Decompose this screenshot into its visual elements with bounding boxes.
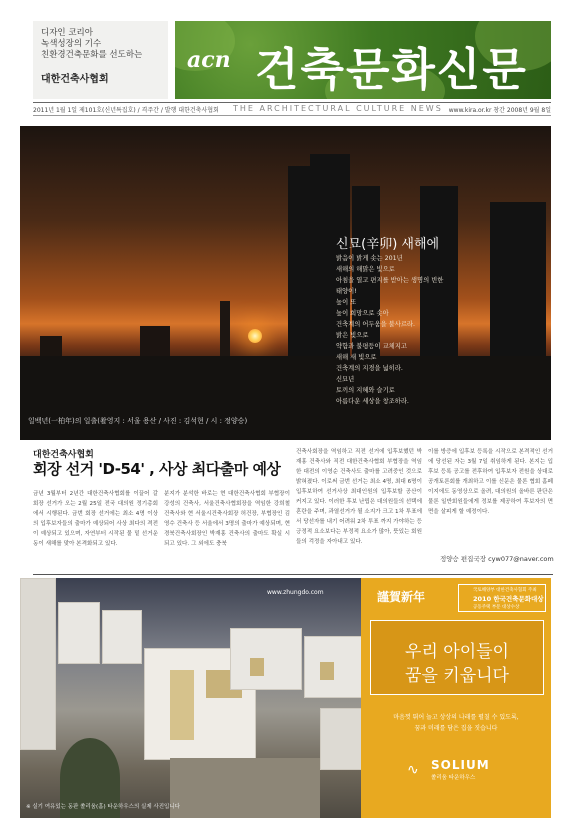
ad-headline: 꿈을 키웁니다 (405, 666, 509, 686)
poem-line: 아름다운 세상을 창조하라. (336, 398, 409, 405)
solium-logo (407, 758, 517, 784)
sun (248, 329, 262, 343)
brand-subtitle: 쏠리움 타운하우스 (431, 775, 476, 781)
tagline-line: 친환경건축문화를 선도하는 (41, 50, 143, 60)
poem-line: 높이 또 (336, 299, 357, 306)
divider (33, 574, 553, 575)
ad-subtext: 마음껏 뛰어 놀고 상상의 나래를 펼칠 수 있도록, (393, 714, 519, 721)
ad-text-panel (361, 578, 551, 818)
advertisement (20, 578, 551, 818)
photo-caption: 일백년(一柏年)의 일출(촬영지 : 서울 용산 / 사진 : 김석현 / 시 : 정양승) (28, 417, 248, 425)
ad-subtext: 꿈과 미래를 담은 집을 짓습니다 (414, 725, 498, 732)
masthead-tagline-box (33, 21, 168, 99)
poem-line: 높이 희망으로 솟아 (336, 310, 389, 317)
association-name: 대한건축사협회 (41, 74, 109, 85)
award-badge (458, 584, 546, 612)
masthead-banner (175, 21, 551, 99)
ad-headline-box (370, 620, 544, 695)
poem-line: 밝음이 밝게 솟는 201년 (336, 255, 403, 262)
issue-info: 2011년 1월 1일 제101호(신년특집호) / 격주간 / 발행 대한건축사협회 (33, 107, 219, 114)
article-kicker: 대한건축사협회 (33, 450, 94, 460)
sunrise-photo (20, 126, 551, 440)
poem-line: 신묘년 (336, 376, 355, 383)
tagline-line: 디자인 코리아 (41, 28, 93, 38)
tagline-line: 녹색성장의 기수 (41, 39, 102, 49)
poem-line: 토끼의 지혜와 슬기로 (336, 387, 395, 394)
article-column-1: 금년 3월부터 2년간 대한건축사협회를 이끌어 갈 회장 선거가 오는 2월 25일 전국 대의원 정기총회에서 시행된다. 금번 회장 선거에는 최소 4명 이상의 입후보자들의 출마가 예상되어 사상 최다의 격전이 예상되고 있으며, 자연부터 시작된 물 밑 선거운동이 새해를 맞아 본격화되고 있다. (33, 491, 158, 547)
brand-name: SOLIUM (431, 758, 490, 772)
poem-line: 태양이! (336, 288, 357, 295)
award-title: 2010 한국건축문화대상 (473, 595, 544, 603)
english-name: THE ARCHITECTURAL CULTURE NEWS (233, 104, 443, 113)
poem-line: 새해 새 빛으로 (336, 354, 377, 361)
townhouse-photo (20, 578, 361, 818)
award-line: 공동주택 부문 대상수상 (473, 605, 520, 610)
article-column-4: 이를 방증에 입후보 등록을 시작으로 본격적인 선거에 당선된 자는 3월 7일 취임하게 된다. 본지는 입후보 등록 공고를 전후하여 입후보자 전원을 상대로 공개토론회를 개최하고 이를 신문은 물론 협회 홈페이지에도 동영상으로 올려, 대의원의 올바른 판단은 물론 일반회원들에게 정보를 제공하여 후보자의 면면을 살피게 할 예정이다. (428, 449, 553, 515)
website-info: www.kira.or.kr 창간 2008년 9월 8일 (448, 107, 551, 114)
ad-headline: 우리 아이들이 (405, 642, 509, 662)
ad-footnote: ※ 실기 여유있는 동판 쏠리움(홈) 타운하우스의 실제 사진입니다 (26, 804, 180, 810)
poem (336, 233, 528, 428)
award-line: 국토해양부 대한건축사협회 주최 (473, 588, 537, 593)
poem-line: 건축계의 지경을 넓히라. (336, 365, 403, 372)
issue-info-bar (33, 102, 551, 116)
article-column-2: 분지가 분석한 바로는 현 대한건축사협회 부협장이 강성의 건축사, 서울건축사협회장을 역임한 강희철 건축사와 현 서울시건축사회장 허건장, 부협장인 김영수 건축사 등 서울에서 3명의 출마가 예상되며, 현 경북건축사회장인 박재홍 건축사의 출마도 확실 시 되고 있다. 그 외에도 충북 (164, 491, 290, 547)
article-byline: 정양승 편집국장 cyw077@naver.com (440, 555, 554, 563)
article-column-3: 건축사회장을 역임하고 직전 선거에 입후보했던 박재홍 건축사와 직전 대한건축사협회 부협장을 역임한 대전의 이영순 건축사도 출마를 고려중인 것으로 밝혀졌다. 이로써 금번 선거는 최소 4명, 최대 6명이 입후보하여 선거사상 최대인원의 입후보할 공산이 커지고 있다. 이러한 후보 난립은 대의원들의 선택에 혼란을 주며, 과열선거가 될 소지가 크고 1차 투표에서 당선자를 내기 어려워 2차 투표 까지 가야하는 등 긍정적 요소보다는 부정적 요소가 많아, 뜻있는 회원들의 걱정을 자아내고 있다. (296, 449, 422, 545)
poem-line: 새해의 해맑은 빛으로 (336, 266, 395, 273)
poem-line: 건축계의 어두움을 불사르라. (336, 321, 415, 328)
acn-logo: acn (187, 47, 231, 73)
new-year-greeting: 謹賀新年 (377, 590, 426, 604)
newspaper-title: 건축문화신문 (255, 43, 528, 96)
article-headline: 회장 선거 'D-54' , 사상 최다출마 예상 (33, 460, 281, 478)
ad-url: www.zhungdo.com (267, 589, 324, 596)
poem-line: 밝은 빛으로 (336, 332, 369, 339)
poem-line: 약함과 불평등이 교체지고 (336, 343, 407, 350)
poem-line: 아침을 열고 편지를 받아는 생명의 빈한 (336, 277, 444, 284)
poem-title: 신묘(辛卯) 새해에 (336, 237, 440, 252)
wave-icon: ∿ (407, 762, 419, 778)
